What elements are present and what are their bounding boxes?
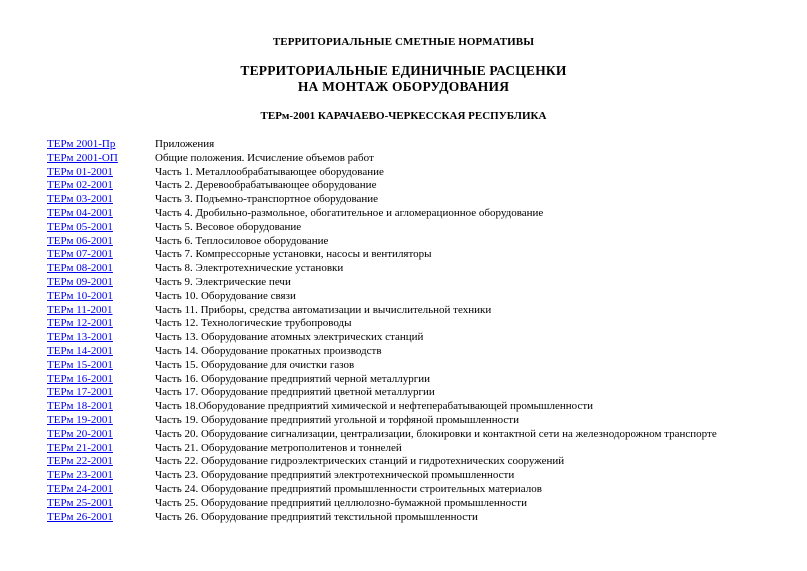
page-title-line-1: ТЕРРИТОРИАЛЬНЫЕ ЕДИНИЧНЫЕ РАСЦЕНКИ: [240, 63, 567, 78]
document-title: Часть 12. Технологические трубопроводы: [155, 317, 352, 330]
list-item: [47, 400, 717, 414]
list-item: [47, 469, 717, 483]
document-title: Часть 22. Оборудование гидроэлектрических станций и гидротехнических сооружений: [155, 455, 565, 468]
document-link[interactable]: ТЕРм 15-2001: [47, 358, 113, 371]
document-link[interactable]: ТЕРм 02-2001: [47, 179, 113, 192]
document-link[interactable]: ТЕРм 19-2001: [47, 413, 113, 426]
list-item: [47, 221, 717, 235]
list-item: [47, 248, 717, 262]
document-link[interactable]: ТЕРм 20-2001: [47, 427, 113, 440]
document-link[interactable]: ТЕРм 17-2001: [47, 386, 113, 399]
document-link[interactable]: ТЕРм 08-2001: [47, 262, 113, 275]
list-item: [47, 152, 717, 166]
document-list: [47, 138, 717, 524]
list-item: [47, 166, 717, 180]
list-item: [47, 290, 717, 304]
document-title: Часть 14. Оборудование прокатных производств: [155, 344, 382, 357]
document-link[interactable]: ТЕРм 09-2001: [47, 275, 113, 288]
document-link[interactable]: ТЕРм 06-2001: [47, 234, 113, 247]
document-title: Общие положения. Исчисление объемов работ: [155, 151, 374, 164]
list-item: [47, 511, 717, 525]
list-item: [47, 386, 717, 400]
document-title: Часть 10. Оборудование связи: [155, 289, 296, 302]
document-link[interactable]: ТЕРм 26-2001: [47, 510, 113, 523]
document-link[interactable]: ТЕРм 21-2001: [47, 441, 113, 454]
document-link[interactable]: ТЕРм 04-2001: [47, 206, 113, 219]
list-item: [47, 497, 717, 511]
document-link[interactable]: ТЕРм 01-2001: [47, 165, 113, 178]
document-link[interactable]: ТЕРм 07-2001: [47, 248, 113, 261]
document-title: Часть 21. Оборудование метрополитенов и тоннелей: [155, 441, 402, 454]
list-item: [47, 442, 717, 456]
document-link[interactable]: ТЕРм 03-2001: [47, 193, 113, 206]
list-item: [47, 207, 717, 221]
list-item: [47, 455, 717, 469]
document-link[interactable]: ТЕРм 10-2001: [47, 289, 113, 302]
document-title: Часть 6. Теплосиловое оборудование: [155, 234, 329, 247]
document-title: Часть 25. Оборудование предприятий целлюлозно-бумажной промышленности: [155, 496, 528, 509]
document-link[interactable]: ТЕРм 05-2001: [47, 220, 113, 233]
document-title: Часть 11. Приборы, средства автоматизации и вычислительной техники: [155, 303, 492, 316]
document-title: Часть 5. Весовое оборудование: [155, 220, 302, 233]
list-item: [47, 428, 717, 442]
document-link[interactable]: ТЕРм 22-2001: [47, 455, 113, 468]
document-title: Часть 7. Компрессорные установки, насосы и вентиляторы: [155, 248, 432, 261]
list-item: [47, 193, 717, 207]
section-heading: ТЕРРИТОРИАЛЬНЫЕ СМЕТНЫЕ НОРМАТИВЫ: [272, 36, 535, 48]
document-link[interactable]: ТЕРм 12-2001: [47, 317, 113, 330]
list-item: [47, 317, 717, 331]
list-item: [47, 235, 717, 249]
document-title: Часть 3. Подъемно-транспортное оборудование: [155, 193, 379, 206]
list-item: [47, 359, 717, 373]
document-link[interactable]: ТЕРм 16-2001: [47, 372, 113, 385]
document-title: Часть 20. Оборудование сигнализации, централизации, блокировки и контактной сети на железнодорожном транспорте: [155, 427, 717, 440]
document-title: Часть 15. Оборудование для очистки газов: [155, 358, 355, 371]
list-item: [47, 179, 717, 193]
document-title: Часть 2. Деревообрабатывающее оборудование: [155, 179, 377, 192]
document-link[interactable]: ТЕРм 2001-ОП: [47, 151, 118, 164]
document-link[interactable]: ТЕРм 25-2001: [47, 496, 113, 509]
document-link[interactable]: ТЕРм 18-2001: [47, 400, 113, 413]
document-title: Часть 23. Оборудование предприятий электротехнической промышленности: [155, 469, 515, 482]
document-title: Часть 19. Оборудование предприятий угольной и торфяной промышленности: [155, 413, 519, 426]
document-title: Часть 16. Оборудование предприятий черной металлургии: [155, 372, 430, 385]
document-title: Часть 4. Дробильно-размольное, обогатительное и агломерационное оборудование: [155, 206, 544, 219]
document-link[interactable]: ТЕРм 13-2001: [47, 331, 113, 344]
page-title-line-2: НА МОНТАЖ ОБОРУДОВАНИЯ: [297, 79, 510, 94]
document-link[interactable]: ТЕРм 2001-Пр: [47, 138, 116, 150]
document-title: Часть 17. Оборудование предприятий цветной металлургии: [155, 386, 435, 399]
document-link[interactable]: ТЕРм 23-2001: [47, 469, 113, 482]
list-item: [47, 138, 717, 152]
list-item: [47, 414, 717, 428]
document-link[interactable]: ТЕРм 14-2001: [47, 344, 113, 357]
list-item: [47, 373, 717, 387]
document-link[interactable]: ТЕРм 24-2001: [47, 482, 113, 495]
document-title: Часть 26. Оборудование предприятий текстильной промышленности: [155, 510, 478, 523]
page-subtitle: ТЕРм-2001 КАРАЧАЕВО-ЧЕРКЕССКАЯ РЕСПУБЛИКА: [260, 110, 547, 122]
list-item: [47, 276, 717, 290]
document-title: Часть 8. Электротехнические установки: [155, 262, 344, 275]
list-item: [47, 331, 717, 345]
document-title: Часть 13. Оборудование атомных электрических станций: [155, 331, 424, 344]
document-link[interactable]: ТЕРм 11-2001: [47, 303, 113, 316]
list-item: [47, 483, 717, 497]
document-title: Часть 24. Оборудование предприятий промышленности строительных материалов: [155, 482, 542, 495]
document-title: Часть 1. Металлообрабатывающее оборудование: [155, 165, 384, 178]
list-item: [47, 345, 717, 359]
list-item: [47, 304, 717, 318]
document-title: Часть 9. Электрические печи: [155, 275, 291, 288]
document-title: Часть 18.Оборудование предприятий химической и нефтеперабатывающей промышленности: [155, 400, 594, 413]
list-item: [47, 262, 717, 276]
document-title: Приложения: [155, 138, 215, 150]
